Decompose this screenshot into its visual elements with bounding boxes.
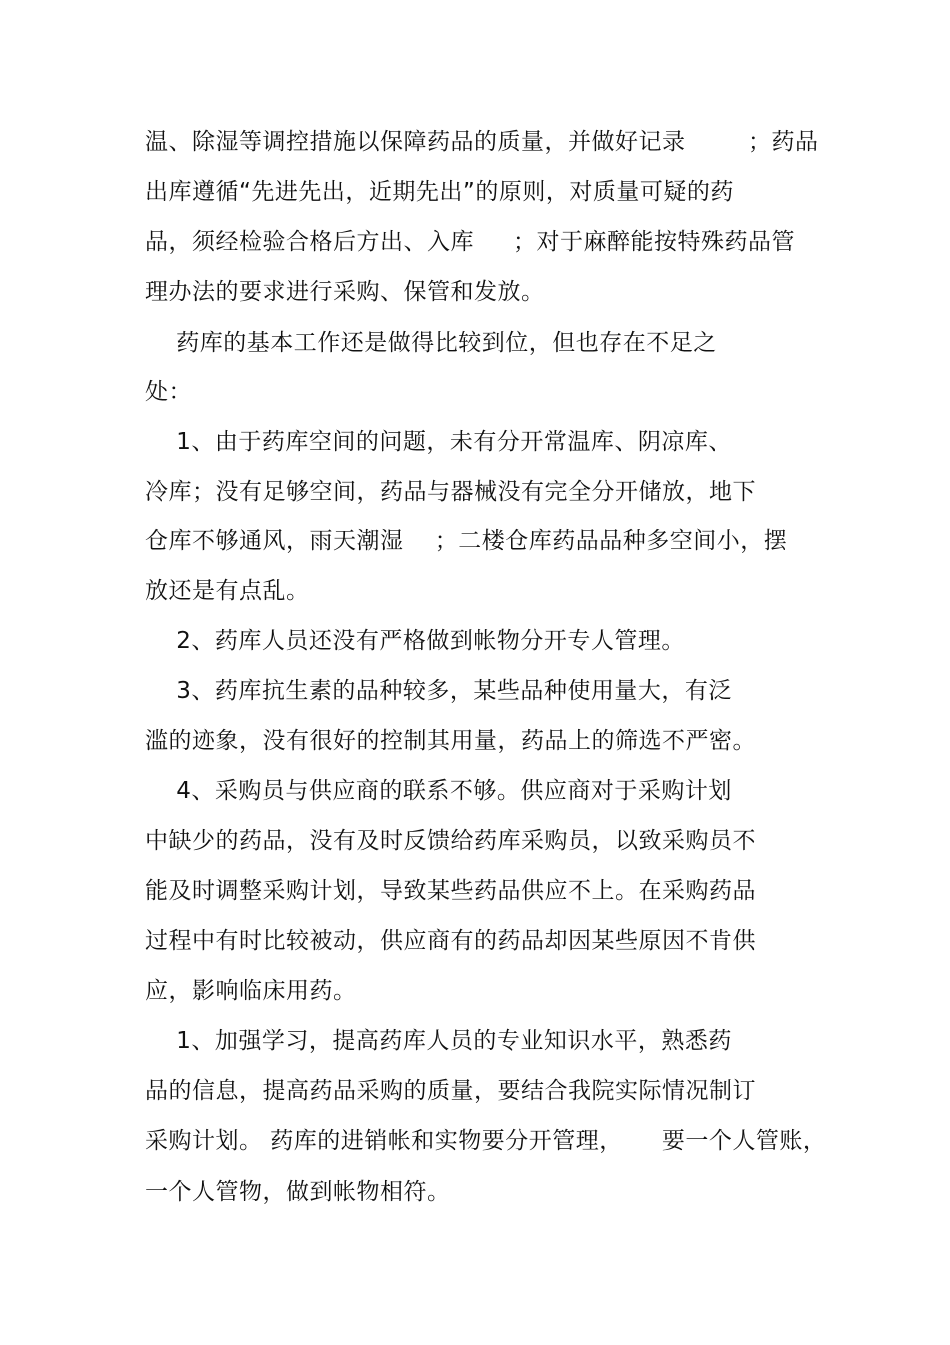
text-line: 3、药库抗生素的品种较多，某些品种使用量大，有泛 xyxy=(145,678,732,704)
text-line: 品，须经检验合格后方出、入库 ；对于麻醉能按特殊药品管 xyxy=(145,229,796,255)
text-line: 过程中有时比较被动，供应商有的药品却因某些原因不肯供 xyxy=(145,928,756,954)
text-line: 1、由于药库空间的问题，未有分开常温库、阴凉库、 xyxy=(145,429,732,455)
text-line: 药库的基本工作还是做得比较到位，但也存在不足之 xyxy=(145,330,717,356)
text-line: 理办法的要求进行采购、保管和发放。 xyxy=(145,279,545,305)
text-line: 滥的迹象，没有很好的控制其用量，药品上的筛选不严密。 xyxy=(145,728,756,754)
text-line: 1、加强学习，提高药库人员的专业知识水平，熟悉药 xyxy=(145,1028,732,1054)
text-line: 出库遵循“先进先出，近期先出”的原则，对质量可疑的药 xyxy=(145,179,734,205)
text-line: 放还是有点乱。 xyxy=(145,578,310,604)
text-line: 4、采购员与供应商的联系不够。供应商对于采购计划 xyxy=(145,778,732,804)
text-line: 仓库不够通风，雨天潮湿 ；二楼仓库药品品种多空间小，摆 xyxy=(145,528,788,554)
text-line: 品的信息，提高药品采购的质量，要结合我院实际情况制订 xyxy=(145,1078,756,1104)
text-line: 2、药库人员还没有严格做到帐物分开专人管理。 xyxy=(145,628,685,654)
text-line: 温、除湿等调控措施以保障药品的质量，并做好记录 ；药品 xyxy=(145,129,819,155)
text-line: 应，影响临床用药。 xyxy=(145,978,357,1004)
text-line: 冷库；没有足够空间，药品与器械没有完全分开储放，地下 xyxy=(145,479,756,505)
text-line: 处： xyxy=(145,379,192,405)
text-line: 能及时调整采购计划，导致某些药品供应不上。在采购药品 xyxy=(145,878,756,904)
text-line: 一个人管物，做到帐物相符。 xyxy=(145,1179,451,1205)
text-line: 采购计划。 药库的进销帐和实物要分开管理， 要一个人管账， xyxy=(145,1128,827,1154)
text-line: 中缺少的药品，没有及时反馈给药库采购员，以致采购员不 xyxy=(145,828,756,854)
